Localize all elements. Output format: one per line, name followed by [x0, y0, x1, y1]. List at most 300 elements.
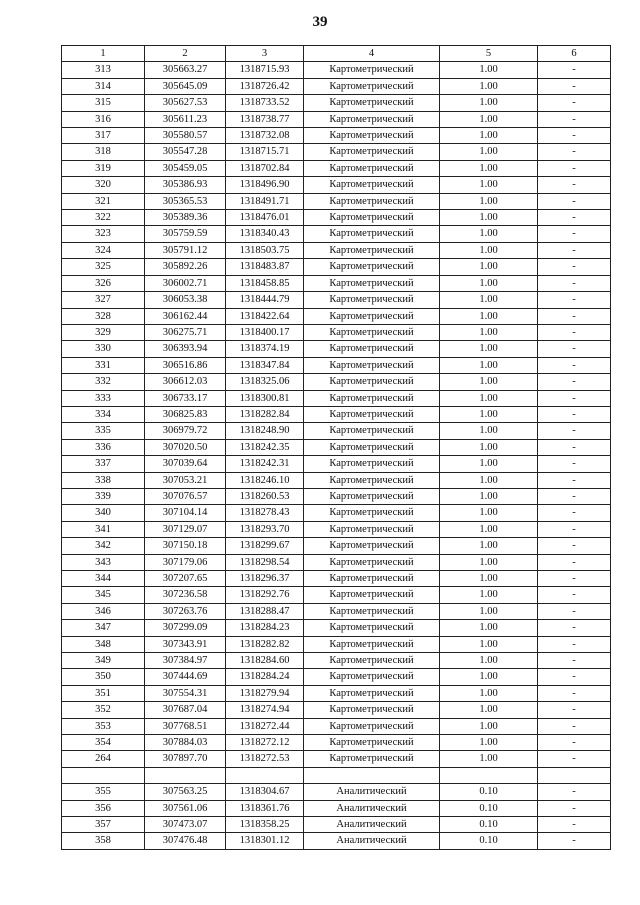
x-coordinate-cell: 306733.17 [145, 390, 226, 406]
method-cell: Картометрический [304, 685, 440, 701]
x-coordinate-cell: 305627.53 [145, 95, 226, 111]
point-number-cell: 264 [62, 751, 145, 767]
note-cell: - [538, 423, 611, 439]
y-coordinate-cell: 1318715.93 [226, 62, 304, 78]
y-coordinate-cell: 1318293.70 [226, 521, 304, 537]
note-cell: - [538, 144, 611, 160]
accuracy-cell: 0.10 [440, 833, 538, 849]
y-coordinate-cell: 1318284.60 [226, 653, 304, 669]
method-cell: Картометрический [304, 390, 440, 406]
table-row [62, 390, 611, 406]
y-coordinate-cell: 1318361.76 [226, 800, 304, 816]
accuracy-cell: 1.00 [440, 554, 538, 570]
y-coordinate-cell: 1318279.94 [226, 685, 304, 701]
table-row [62, 603, 611, 619]
note-cell: - [538, 292, 611, 308]
accuracy-cell: 1.00 [440, 587, 538, 603]
table-row [62, 751, 611, 767]
accuracy-cell: 1.00 [440, 735, 538, 751]
method-cell: Картометрический [304, 587, 440, 603]
y-coordinate-cell: 1318272.44 [226, 718, 304, 734]
y-coordinate-cell: 1318288.47 [226, 603, 304, 619]
point-number-cell: 315 [62, 95, 145, 111]
x-coordinate-cell: 305645.09 [145, 78, 226, 94]
method-cell: Картометрический [304, 226, 440, 242]
note-cell: - [538, 275, 611, 291]
table-row [62, 160, 611, 176]
accuracy-cell: 1.00 [440, 160, 538, 176]
x-coordinate-cell: 307473.07 [145, 817, 226, 833]
accuracy-cell: 1.00 [440, 636, 538, 652]
x-coordinate-cell: 307561.06 [145, 800, 226, 816]
method-cell: Аналитический [304, 817, 440, 833]
accuracy-cell: 0.10 [440, 817, 538, 833]
point-number-cell: 351 [62, 685, 145, 701]
table-row [62, 308, 611, 324]
method-cell: Картометрический [304, 292, 440, 308]
y-coordinate-cell: 1318503.75 [226, 242, 304, 258]
accuracy-cell: 1.00 [440, 685, 538, 701]
table-row [62, 357, 611, 373]
accuracy-cell: 1.00 [440, 653, 538, 669]
table-row [62, 439, 611, 455]
point-number-cell: 321 [62, 193, 145, 209]
note-cell: - [538, 488, 611, 504]
accuracy-cell: 1.00 [440, 374, 538, 390]
y-coordinate-cell: 1318726.42 [226, 78, 304, 94]
column-header: 5 [440, 46, 538, 62]
accuracy-cell: 1.00 [440, 62, 538, 78]
note-cell: - [538, 406, 611, 422]
x-coordinate-cell: 307076.57 [145, 488, 226, 504]
method-cell: Картометрический [304, 259, 440, 275]
y-coordinate-cell: 1318278.43 [226, 505, 304, 521]
x-coordinate-cell: 307687.04 [145, 702, 226, 718]
x-coordinate-cell: 305459.05 [145, 160, 226, 176]
note-cell: - [538, 210, 611, 226]
method-cell: Картометрический [304, 423, 440, 439]
x-coordinate-cell: 306516.86 [145, 357, 226, 373]
y-coordinate-cell: 1318242.35 [226, 439, 304, 455]
y-coordinate-cell: 1318496.90 [226, 177, 304, 193]
table-row [62, 800, 611, 816]
y-coordinate-cell: 1318242.31 [226, 456, 304, 472]
y-coordinate-cell: 1318422.64 [226, 308, 304, 324]
y-coordinate-cell: 1318300.81 [226, 390, 304, 406]
y-coordinate-cell: 1318340.43 [226, 226, 304, 242]
column-header: 2 [145, 46, 226, 62]
accuracy-cell: 1.00 [440, 620, 538, 636]
table-row [62, 587, 611, 603]
note-cell: - [538, 456, 611, 472]
y-coordinate-cell: 1318476.01 [226, 210, 304, 226]
table-row [62, 324, 611, 340]
x-coordinate-cell: 306825.83 [145, 406, 226, 422]
y-coordinate-cell: 1318483.87 [226, 259, 304, 275]
point-number-cell: 324 [62, 242, 145, 258]
accuracy-cell: 1.00 [440, 472, 538, 488]
note-cell: - [538, 554, 611, 570]
method-cell: Картометрический [304, 160, 440, 176]
accuracy-cell: 1.00 [440, 128, 538, 144]
table-row [62, 521, 611, 537]
accuracy-cell: 1.00 [440, 292, 538, 308]
y-coordinate-cell: 1318400.17 [226, 324, 304, 340]
y-coordinate-cell: 1318732.08 [226, 128, 304, 144]
table-row [62, 144, 611, 160]
accuracy-cell [440, 767, 538, 783]
table-row [62, 374, 611, 390]
point-number-cell: 335 [62, 423, 145, 439]
y-coordinate-cell: 1318733.52 [226, 95, 304, 111]
accuracy-cell: 1.00 [440, 259, 538, 275]
note-cell: - [538, 636, 611, 652]
method-cell: Картометрический [304, 571, 440, 587]
table-row [62, 177, 611, 193]
table-row [62, 653, 611, 669]
x-coordinate-cell: 307236.58 [145, 587, 226, 603]
note-cell: - [538, 242, 611, 258]
table-row [62, 817, 611, 833]
x-coordinate-cell: 306162.44 [145, 308, 226, 324]
method-cell: Картометрический [304, 324, 440, 340]
note-cell: - [538, 62, 611, 78]
method-cell: Картометрический [304, 488, 440, 504]
point-number-cell: 332 [62, 374, 145, 390]
x-coordinate-cell: 305386.93 [145, 177, 226, 193]
point-number-cell: 353 [62, 718, 145, 734]
table-row [62, 571, 611, 587]
y-coordinate-cell: 1318702.84 [226, 160, 304, 176]
column-header: 4 [304, 46, 440, 62]
y-coordinate-cell: 1318248.90 [226, 423, 304, 439]
table-row [62, 111, 611, 127]
method-cell: Картометрический [304, 603, 440, 619]
note-cell: - [538, 193, 611, 209]
table-row [62, 538, 611, 554]
note-cell: - [538, 833, 611, 849]
table-row [62, 78, 611, 94]
page-number: 39 [312, 14, 328, 30]
table-row [62, 488, 611, 504]
accuracy-cell: 1.00 [440, 538, 538, 554]
accuracy-cell: 1.00 [440, 488, 538, 504]
accuracy-cell: 1.00 [440, 571, 538, 587]
note-cell: - [538, 341, 611, 357]
x-coordinate-cell: 307020.50 [145, 439, 226, 455]
x-coordinate-cell: 307444.69 [145, 669, 226, 685]
table-row [62, 784, 611, 800]
point-number-cell: 346 [62, 603, 145, 619]
table-row [62, 226, 611, 242]
x-coordinate-cell: 307263.76 [145, 603, 226, 619]
x-coordinate-cell: 305611.23 [145, 111, 226, 127]
note-cell [538, 767, 611, 783]
point-number-cell: 336 [62, 439, 145, 455]
note-cell: - [538, 324, 611, 340]
table-row [62, 685, 611, 701]
accuracy-cell: 1.00 [440, 275, 538, 291]
note-cell: - [538, 784, 611, 800]
method-cell: Картометрический [304, 144, 440, 160]
note-cell: - [538, 78, 611, 94]
x-coordinate-cell: 307150.18 [145, 538, 226, 554]
point-number-cell: 355 [62, 784, 145, 800]
y-coordinate-cell: 1318325.06 [226, 374, 304, 390]
x-coordinate-cell: 305791.12 [145, 242, 226, 258]
y-coordinate-cell: 1318444.79 [226, 292, 304, 308]
table-body [62, 62, 611, 849]
method-cell: Аналитический [304, 833, 440, 849]
note-cell: - [538, 538, 611, 554]
accuracy-cell: 1.00 [440, 505, 538, 521]
point-number-cell: 330 [62, 341, 145, 357]
method-cell: Картометрический [304, 78, 440, 94]
x-coordinate-cell: 306275.71 [145, 324, 226, 340]
y-coordinate-cell: 1318272.53 [226, 751, 304, 767]
table-row [62, 341, 611, 357]
accuracy-cell: 1.00 [440, 210, 538, 226]
point-number-cell: 322 [62, 210, 145, 226]
table-row [62, 669, 611, 685]
method-cell: Картометрический [304, 210, 440, 226]
method-cell: Картометрический [304, 521, 440, 537]
table-row [62, 193, 611, 209]
point-number-cell: 329 [62, 324, 145, 340]
method-cell: Картометрический [304, 620, 440, 636]
x-coordinate-cell: 307104.14 [145, 505, 226, 521]
point-number-cell: 348 [62, 636, 145, 652]
point-number-cell: 328 [62, 308, 145, 324]
point-number-cell: 344 [62, 571, 145, 587]
x-coordinate-cell [145, 767, 226, 783]
y-coordinate-cell: 1318347.84 [226, 357, 304, 373]
note-cell: - [538, 390, 611, 406]
point-number-cell: 318 [62, 144, 145, 160]
accuracy-cell: 1.00 [440, 308, 538, 324]
point-number-cell: 345 [62, 587, 145, 603]
table-row [62, 636, 611, 652]
note-cell: - [538, 95, 611, 111]
accuracy-cell: 1.00 [440, 226, 538, 242]
column-header: 6 [538, 46, 611, 62]
point-number-cell: 320 [62, 177, 145, 193]
accuracy-cell: 1.00 [440, 144, 538, 160]
x-coordinate-cell: 306979.72 [145, 423, 226, 439]
table-row [62, 505, 611, 521]
note-cell: - [538, 505, 611, 521]
table-row [62, 767, 611, 783]
table-row [62, 275, 611, 291]
note-cell: - [538, 160, 611, 176]
method-cell: Картометрический [304, 669, 440, 685]
note-cell: - [538, 439, 611, 455]
method-cell: Картометрический [304, 456, 440, 472]
point-number-cell: 316 [62, 111, 145, 127]
note-cell: - [538, 571, 611, 587]
table-row [62, 423, 611, 439]
x-coordinate-cell: 305365.53 [145, 193, 226, 209]
method-cell: Картометрический [304, 242, 440, 258]
point-number-cell: 337 [62, 456, 145, 472]
accuracy-cell: 1.00 [440, 111, 538, 127]
point-number-cell: 326 [62, 275, 145, 291]
x-coordinate-cell: 306612.03 [145, 374, 226, 390]
method-cell: Картометрический [304, 439, 440, 455]
table-row [62, 718, 611, 734]
x-coordinate-cell: 307476.48 [145, 833, 226, 849]
x-coordinate-cell: 307384.97 [145, 653, 226, 669]
accuracy-cell: 0.10 [440, 784, 538, 800]
table-row [62, 95, 611, 111]
y-coordinate-cell: 1318284.24 [226, 669, 304, 685]
note-cell: - [538, 702, 611, 718]
accuracy-cell: 1.00 [440, 423, 538, 439]
column-header: 1 [62, 46, 145, 62]
y-coordinate-cell: 1318374.19 [226, 341, 304, 357]
point-number-cell: 340 [62, 505, 145, 521]
accuracy-cell: 1.00 [440, 406, 538, 422]
method-cell: Картометрический [304, 472, 440, 488]
x-coordinate-cell: 305663.27 [145, 62, 226, 78]
x-coordinate-cell: 305547.28 [145, 144, 226, 160]
accuracy-cell: 1.00 [440, 718, 538, 734]
x-coordinate-cell: 307768.51 [145, 718, 226, 734]
table-row [62, 292, 611, 308]
point-number-cell: 317 [62, 128, 145, 144]
point-number-cell: 343 [62, 554, 145, 570]
method-cell: Картометрический [304, 718, 440, 734]
note-cell: - [538, 177, 611, 193]
table-row [62, 406, 611, 422]
y-coordinate-cell: 1318282.82 [226, 636, 304, 652]
method-cell: Аналитический [304, 800, 440, 816]
x-coordinate-cell: 307129.07 [145, 521, 226, 537]
column-header: 3 [226, 46, 304, 62]
y-coordinate-cell: 1318298.54 [226, 554, 304, 570]
method-cell: Картометрический [304, 538, 440, 554]
x-coordinate-cell: 307179.06 [145, 554, 226, 570]
point-number-cell: 347 [62, 620, 145, 636]
method-cell: Картометрический [304, 341, 440, 357]
note-cell: - [538, 718, 611, 734]
point-number-cell: 323 [62, 226, 145, 242]
x-coordinate-cell: 307884.03 [145, 735, 226, 751]
note-cell: - [538, 374, 611, 390]
accuracy-cell: 1.00 [440, 78, 538, 94]
x-coordinate-cell: 305759.59 [145, 226, 226, 242]
table-row [62, 62, 611, 78]
accuracy-cell: 0.10 [440, 800, 538, 816]
accuracy-cell: 1.00 [440, 702, 538, 718]
table-row [62, 210, 611, 226]
point-number-cell: 356 [62, 800, 145, 816]
table-row [62, 620, 611, 636]
point-number-cell: 339 [62, 488, 145, 504]
table-row [62, 702, 611, 718]
point-number-cell: 314 [62, 78, 145, 94]
table-row [62, 833, 611, 849]
y-coordinate-cell: 1318292.76 [226, 587, 304, 603]
y-coordinate-cell: 1318458.85 [226, 275, 304, 291]
point-number-cell: 350 [62, 669, 145, 685]
x-coordinate-cell: 305389.36 [145, 210, 226, 226]
point-number-cell: 352 [62, 702, 145, 718]
table-row [62, 554, 611, 570]
table-row [62, 472, 611, 488]
point-number-cell: 327 [62, 292, 145, 308]
note-cell: - [538, 357, 611, 373]
note-cell: - [538, 669, 611, 685]
point-number-cell: 349 [62, 653, 145, 669]
y-coordinate-cell [226, 767, 304, 783]
note-cell: - [538, 620, 611, 636]
note-cell: - [538, 128, 611, 144]
method-cell: Картометрический [304, 406, 440, 422]
method-cell: Картометрический [304, 653, 440, 669]
accuracy-cell: 1.00 [440, 193, 538, 209]
accuracy-cell: 1.00 [440, 324, 538, 340]
point-number-cell [62, 767, 145, 783]
y-coordinate-cell: 1318299.67 [226, 538, 304, 554]
method-cell: Картометрический [304, 554, 440, 570]
table-row [62, 259, 611, 275]
point-number-cell: 334 [62, 406, 145, 422]
y-coordinate-cell: 1318274.94 [226, 702, 304, 718]
point-number-cell: 313 [62, 62, 145, 78]
x-coordinate-cell: 307897.70 [145, 751, 226, 767]
method-cell: Картометрический [304, 702, 440, 718]
method-cell: Картометрический [304, 275, 440, 291]
x-coordinate-cell: 306053.38 [145, 292, 226, 308]
method-cell: Картометрический [304, 177, 440, 193]
method-cell: Картометрический [304, 751, 440, 767]
method-cell: Картометрический [304, 193, 440, 209]
y-coordinate-cell: 1318491.71 [226, 193, 304, 209]
y-coordinate-cell: 1318304.67 [226, 784, 304, 800]
y-coordinate-cell: 1318738.77 [226, 111, 304, 127]
method-cell: Картометрический [304, 735, 440, 751]
y-coordinate-cell: 1318301.12 [226, 833, 304, 849]
table-row [62, 242, 611, 258]
point-number-cell: 341 [62, 521, 145, 537]
y-coordinate-cell: 1318358.25 [226, 817, 304, 833]
y-coordinate-cell: 1318272.12 [226, 735, 304, 751]
table-row [62, 456, 611, 472]
point-number-cell: 357 [62, 817, 145, 833]
method-cell: Картометрический [304, 111, 440, 127]
note-cell: - [538, 653, 611, 669]
note-cell: - [538, 308, 611, 324]
accuracy-cell: 1.00 [440, 456, 538, 472]
x-coordinate-cell: 306002.71 [145, 275, 226, 291]
note-cell: - [538, 735, 611, 751]
point-number-cell: 325 [62, 259, 145, 275]
accuracy-cell: 1.00 [440, 242, 538, 258]
x-coordinate-cell: 307563.25 [145, 784, 226, 800]
note-cell: - [538, 521, 611, 537]
note-cell: - [538, 472, 611, 488]
coordinates-table [61, 45, 611, 850]
method-cell: Картометрический [304, 128, 440, 144]
accuracy-cell: 1.00 [440, 669, 538, 685]
x-coordinate-cell: 307554.31 [145, 685, 226, 701]
point-number-cell: 358 [62, 833, 145, 849]
note-cell: - [538, 603, 611, 619]
note-cell: - [538, 259, 611, 275]
accuracy-cell: 1.00 [440, 439, 538, 455]
point-number-cell: 333 [62, 390, 145, 406]
